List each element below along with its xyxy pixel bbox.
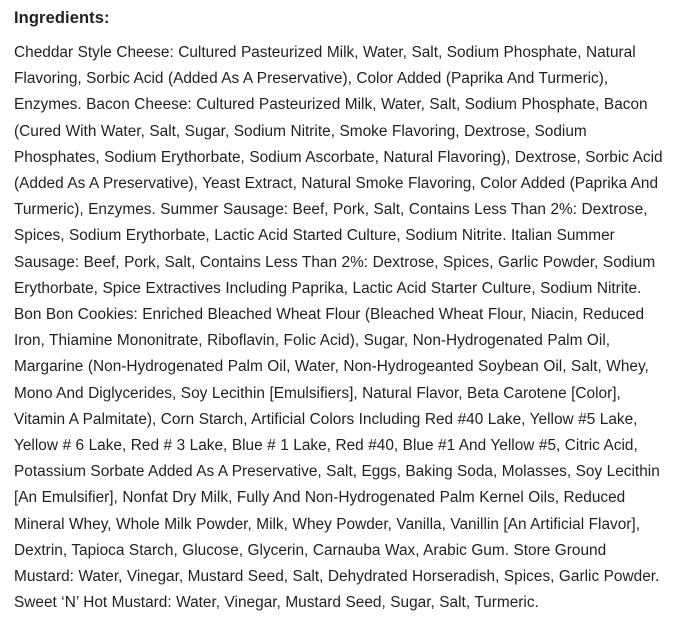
ingredients-heading: Ingredients: xyxy=(14,9,110,27)
ingredients-text: Cheddar Style Cheese: Cultured Pasteurized Milk, Water, Salt, Sodium Phosphate, Natural Flavoring, Sorbic Acid (Added As A Preservative), Color Added (Paprika And Turmeric), Enzymes. Bacon Cheese: Cultured Pasteurized Milk, Water, Salt, Sodium Phosphate, Bacon (Cured With Water, Salt, Sugar, Sodium Nitrite, Smoke Flavoring, Dextrose, Sodium Phosphates, Sodium Erythorbate, Sodium Ascorbate, Natural Flavoring), Dextrose, Sorbic Acid (Added As A Preservative), Yeast Extract, Natural Smoke Flavoring, Color Added (Paprika And Turmeric), Enzymes. Summer Sausage: Beef, Pork, Salt, Contains Less Than 2%: Dextrose, Spices, Sodium Erythorbate, Lactic Acid Started Culture, Sodium Nitrite. Italian Summer Sausage: Beef, Pork, Salt, Contains Less Than 2%: Dextrose, Spices, Garlic Powder, Sodium Erythorbate, Spice Extractives Including Paprika, Lactic Acid Starter Culture, Sodium Nitrite. Bon Bon Cookies: Enriched Bleached Wheat Flour (Bleached Wheat Flour, Niacin, Reduced Iron, Thiamine Mononitrate, Riboflavin, Folic Acid), Sugar, Non-Hydrogenated Palm Oil, Margarine (Non-Hydrogenated Palm Oil, Water, Non-Hydrogeanted Soybean Oil, Salt, Whey, Mono And Diglycerides, Soy Lecithin [Emulsifiers], Natural Flavor, Beta Carotene [Color], Vitamin A Palmitate), Corn Starch, Artificial Colors Including Red #40 Lake, Yellow #5 Lake, Yellow # 6 Lake, Red # 3 Lake, Blue # 1 Lake, Red #40, Blue #1 And Yellow #5, Citric Acid, Potassium Sorbate Added As A Preservative, Salt, Eggs, Baking Soda, Molasses, Soy Lecithin [An Emulsifier], Nonfat Dry Milk, Fully And Non-Hydrogenated Palm Kernel Oils, Reduced Mineral Whey, Whole Milk Powder, Milk, Whey Powder, Vanilla, Vanillin [An Artificial Flavor], Dextrin, Tapioca Starch, Glucose, Glycerin, Carnauba Wax, Arabic Gum. Store Ground Mustard: Water, Vinegar, Mustard Seed, Salt, Dehydrated Horseradish, Spices, Garlic Powder. Sweet ‘N’ Hot Mustard: Water, Vinegar, Mustard Seed, Sugar, Salt, Turmeric. xyxy=(14,44,663,612)
